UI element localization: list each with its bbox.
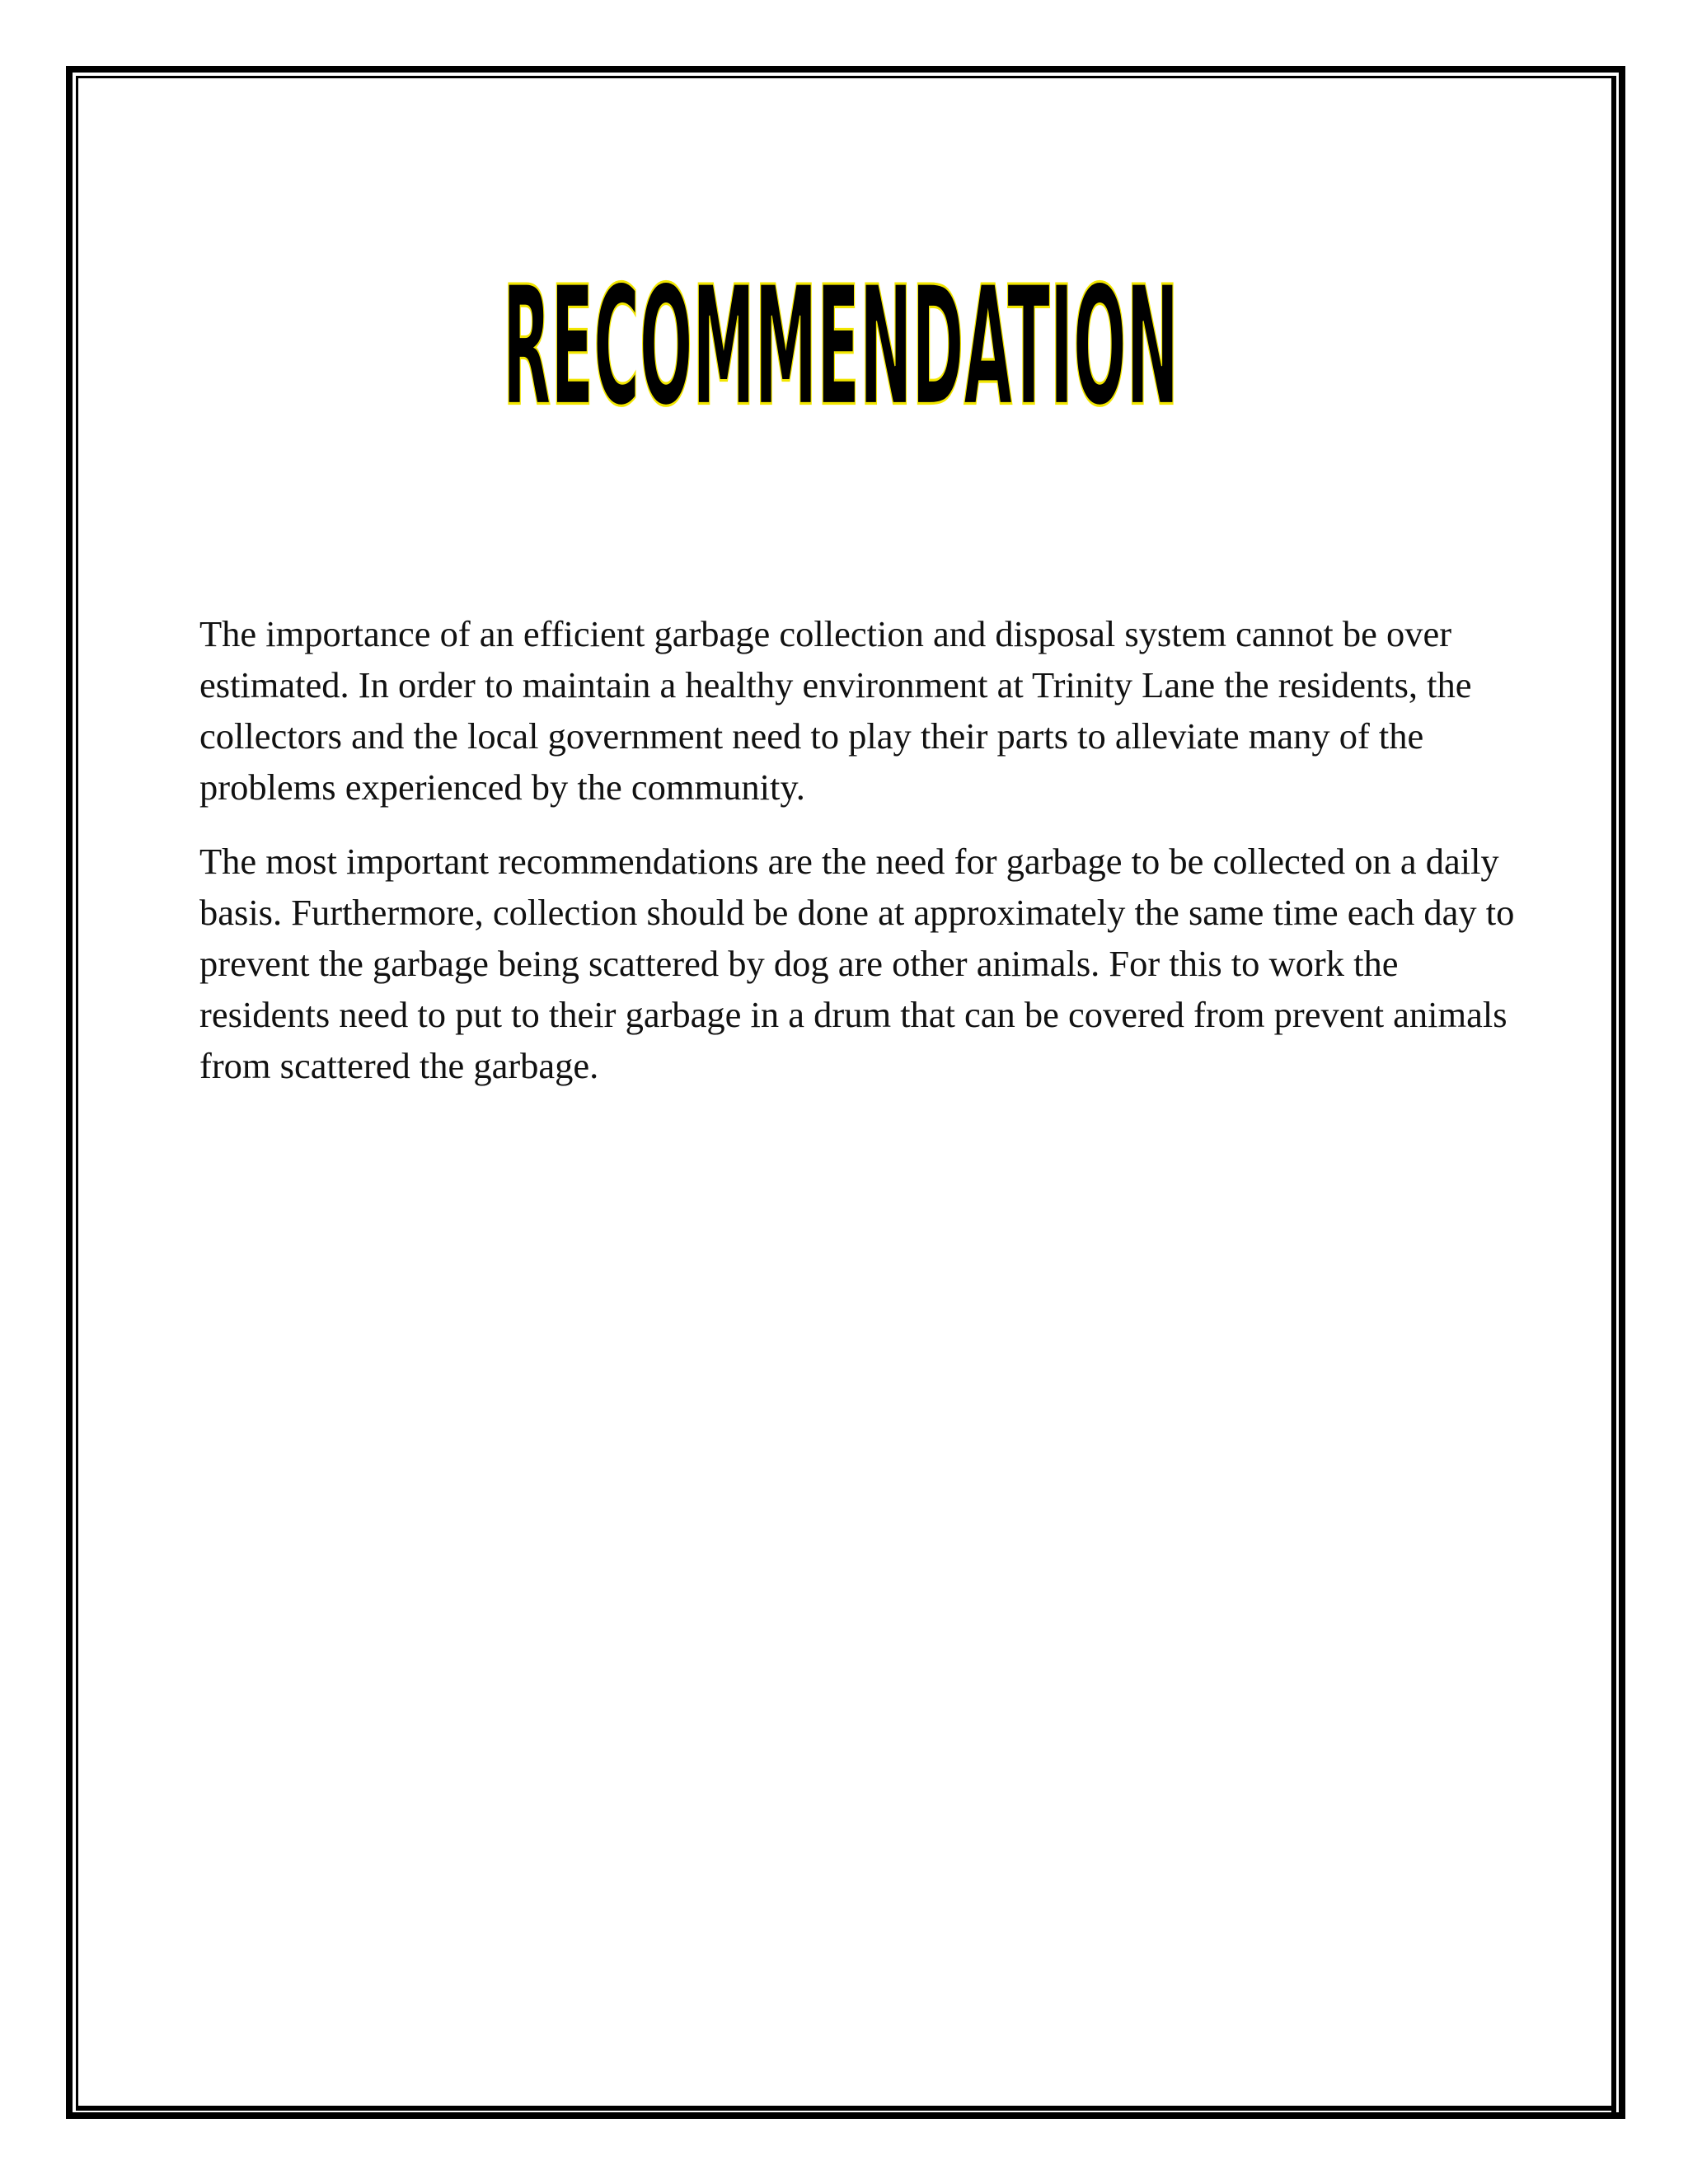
page-title: RECOMMENDATION <box>503 251 1179 443</box>
paragraph-1: The importance of an efficient garbage collection and disposal system cannot be over estimated. In order to maintain a healthy environment at Trinity Lane the residents, the collectors and the local government need to play their parts to alleviate many of the problems experienced by the community. <box>199 613 1472 808</box>
paragraph-2: The most important recommendations are the need for garbage to be collected on a daily basis. Furthermore, collection should be done at approximately the same time each day to prevent the garbage being scattered by dog are other animals. For this to work the residents need to put to their garbage in a drum that can be covered from prevent animals from scattered the garbage. <box>199 841 1515 1086</box>
title-wordart-svg <box>486 239 1195 453</box>
title-wordart <box>486 239 1195 453</box>
page-border-shadow-right <box>1611 76 1616 2116</box>
body-text <box>199 608 1518 1114</box>
page-border-shadow-bottom <box>76 2106 1616 2111</box>
